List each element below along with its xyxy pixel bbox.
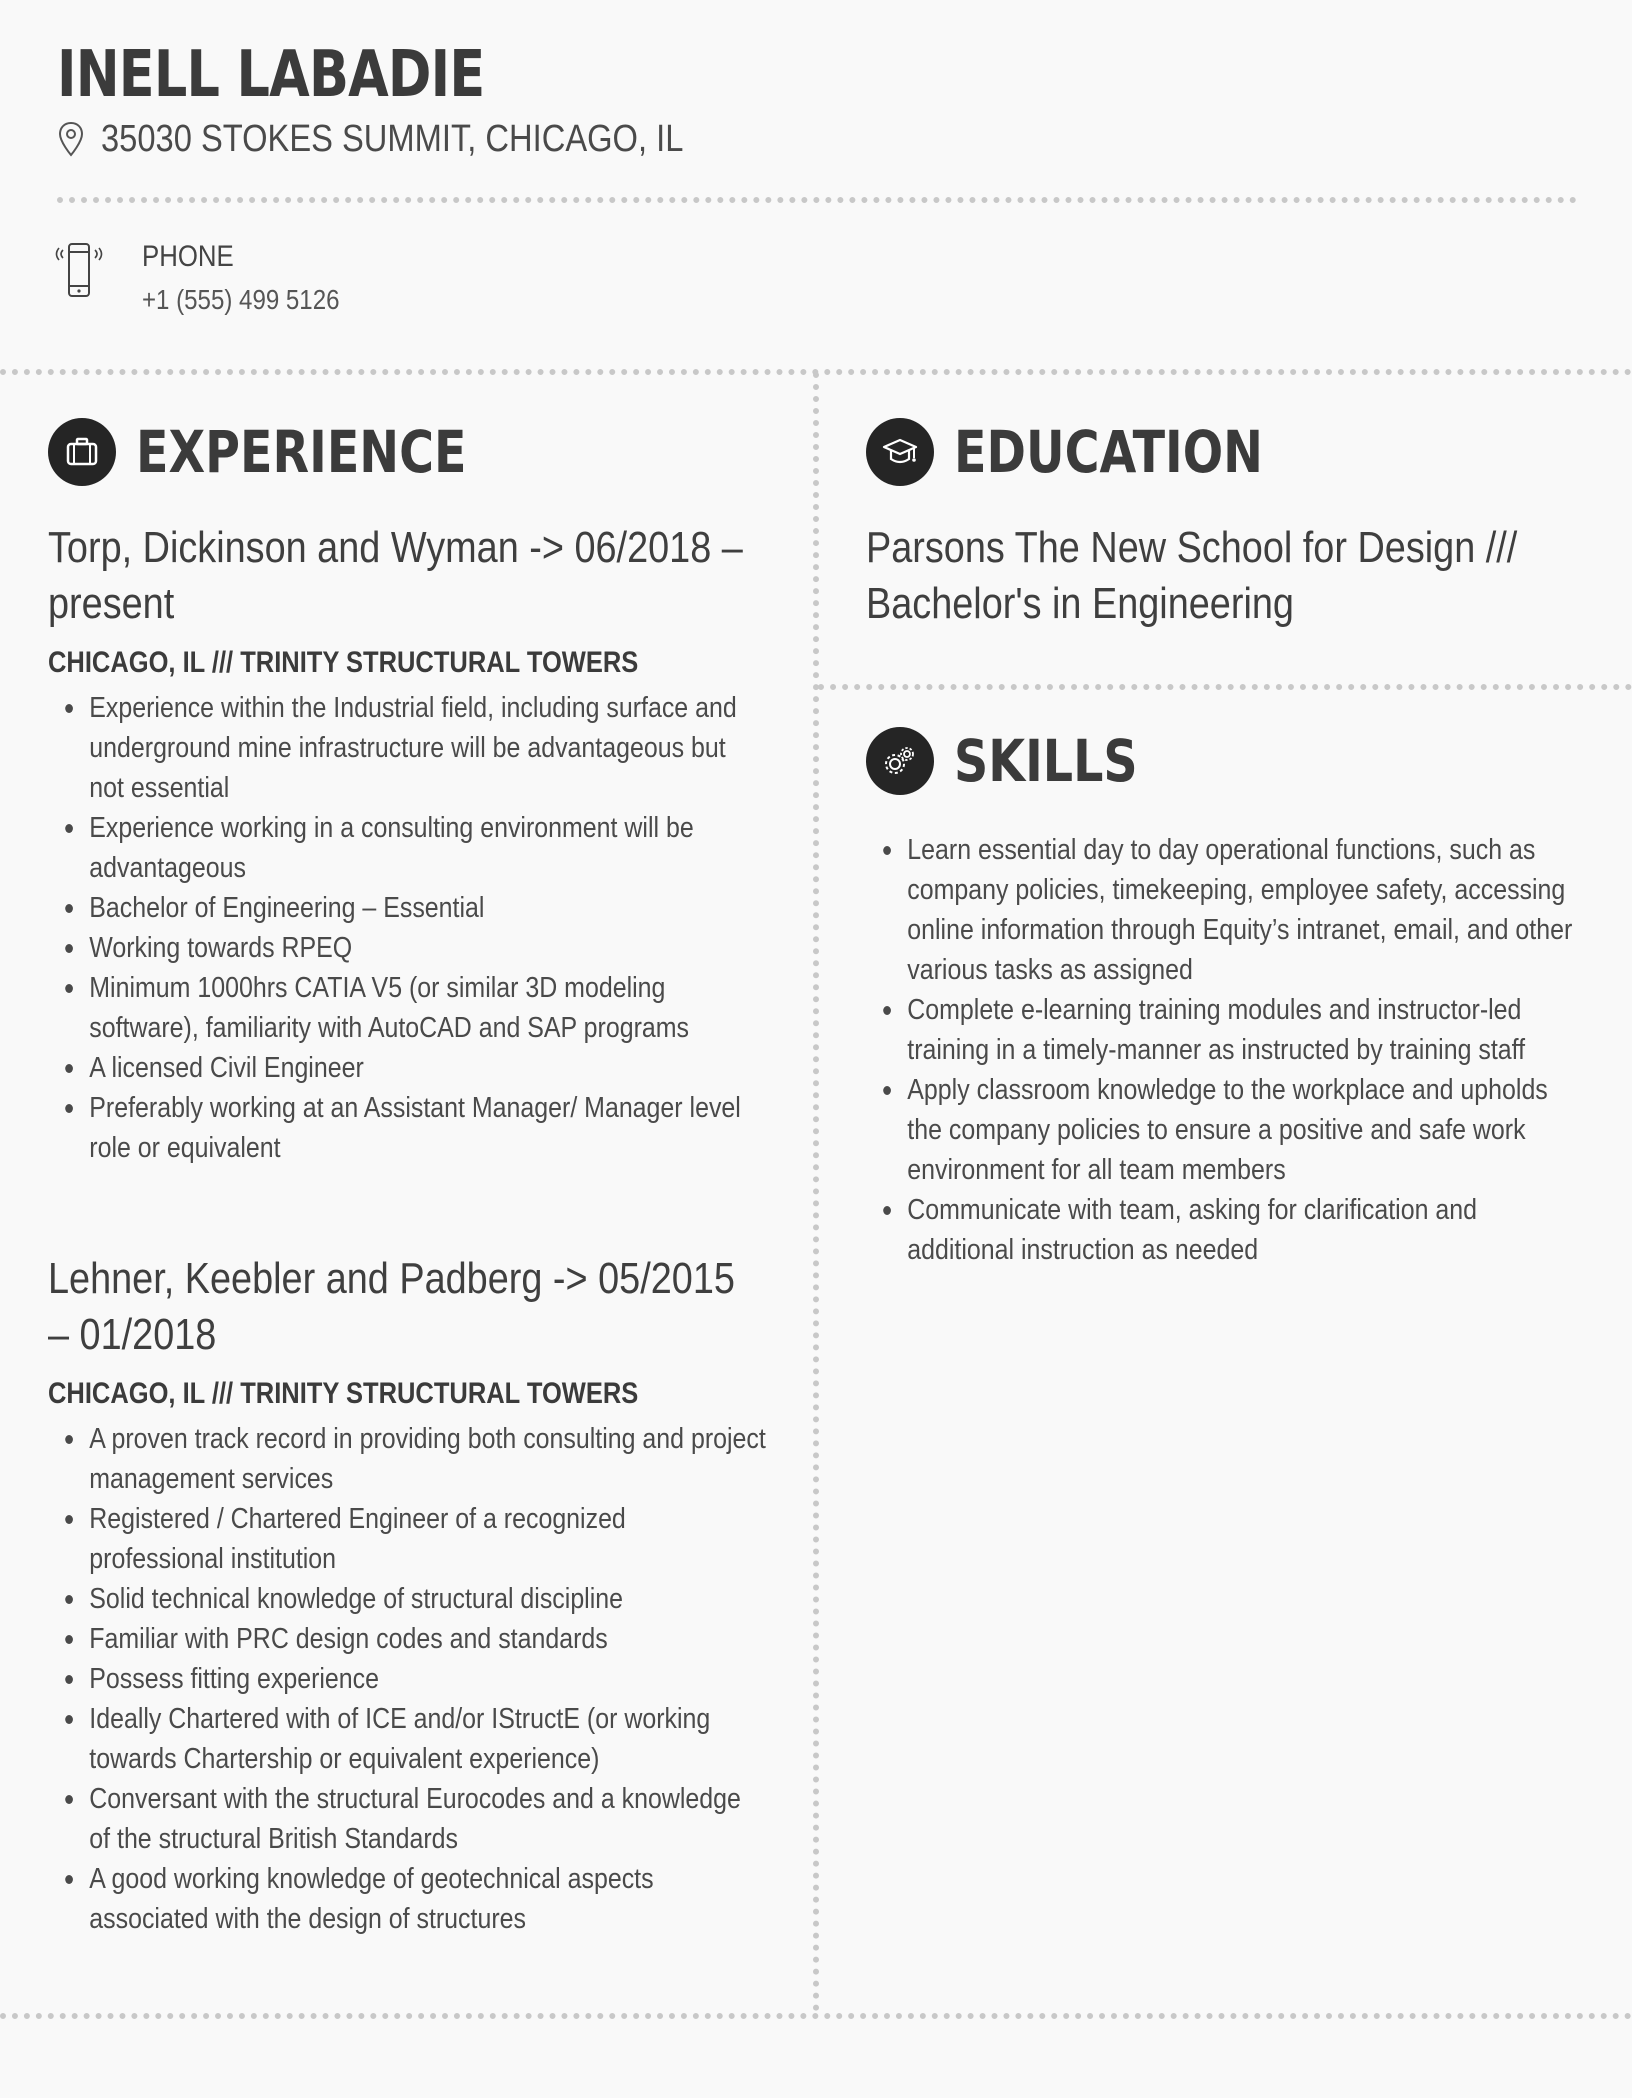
phone-block [54, 240, 372, 316]
list-item: Communicate with team, asking for clarification and additional instruction as needed [866, 1190, 1584, 1270]
list-item: Apply classroom knowledge to the workplace and upholds the company policies to ensure a positive and safe work environment for all team members [866, 1070, 1584, 1190]
address: 35030 STOKES SUMMIT, CHICAGO, IL [101, 118, 684, 160]
list-item: A licensed Civil Engineer [48, 1048, 766, 1088]
list-item: Preferably working at an Assistant Manager/ Manager level role or equivalent [48, 1088, 766, 1168]
job-bullets [48, 1419, 766, 1939]
education-title: EDUCATION [954, 418, 1263, 486]
address-row [57, 118, 778, 161]
job-subheading: CHICAGO, IL /// TRINITY STRUCTURAL TOWERS [48, 646, 639, 679]
skills-title: SKILLS [954, 727, 1138, 795]
map-pin-icon [57, 121, 85, 159]
candidate-name: INELL LABADIE [57, 38, 485, 112]
list-item: Solid technical knowledge of structural discipline [48, 1579, 766, 1619]
skills-bullets [866, 830, 1584, 1270]
experience-job-2 [48, 1251, 768, 1939]
list-item: Working towards RPEQ [48, 928, 766, 968]
list-item: Ideally Chartered with of ICE and/or IStructE (or working towards Chartership or equivalent experience) [48, 1699, 766, 1779]
phone-label: PHONE [142, 240, 234, 273]
list-item: Minimum 1000hrs CATIA V5 (or similar 3D modeling software), familiarity with AutoCAD and SAP programs [48, 968, 766, 1048]
list-item: Registered / Chartered Engineer of a recognized professional institution [48, 1499, 766, 1579]
header-divider [57, 197, 1577, 203]
education-degree: Parsons The New School for Design /// Bachelor's in Engineering [866, 523, 1518, 628]
list-item: Bachelor of Engineering – Essential [48, 888, 766, 928]
list-item: A good working knowledge of geotechnical aspects associated with the design of structures [48, 1859, 766, 1939]
column-divider [813, 372, 819, 2012]
experience-job-1 [48, 520, 768, 1168]
skills-header [866, 727, 1178, 795]
skills-list [866, 830, 1586, 1270]
list-item: Experience within the Industrial field, including surface and underground mine infrastructure will be advantageous but not essential [48, 688, 766, 808]
education-entry [866, 520, 1586, 632]
education-skills-divider [818, 684, 1632, 690]
list-item: Experience working in a consulting environment will be advantageous [48, 808, 766, 888]
job-heading: Lehner, Keebler and Padberg -> 05/2015 – 01/2018 [48, 1254, 735, 1359]
gears-icon [866, 727, 934, 795]
mobile-phone-icon [54, 240, 104, 300]
briefcase-icon [48, 418, 116, 486]
list-item: Learn essential day to day operational functions, such as company policies, timekeeping, employee safety, accessing online information through Equity’s intranet, email, and other various tasks as assigned [866, 830, 1584, 990]
list-item: Possess fitting experience [48, 1659, 766, 1699]
experience-header [48, 418, 539, 486]
job-subheading: CHICAGO, IL /// TRINITY STRUCTURAL TOWERS [48, 1377, 639, 1410]
list-item: Conversant with the structural Eurocodes and a knowledge of the structural British Standards [48, 1779, 766, 1859]
experience-title: EXPERIENCE [136, 418, 467, 486]
list-item: Complete e-learning training modules and instructor-led training in a timely-manner as instructed by training staff [866, 990, 1584, 1070]
job-bullets [48, 688, 766, 1168]
phone-value: +1 (555) 499 5126 [142, 284, 340, 315]
graduation-cap-icon [866, 418, 934, 486]
job-heading: Torp, Dickinson and Wyman -> 06/2018 – present [48, 523, 743, 628]
bottom-divider [0, 2013, 1632, 2019]
education-header [866, 418, 1331, 486]
list-item: Familiar with PRC design codes and standards [48, 1619, 766, 1659]
list-item: A proven track record in providing both consulting and project management services [48, 1419, 766, 1499]
